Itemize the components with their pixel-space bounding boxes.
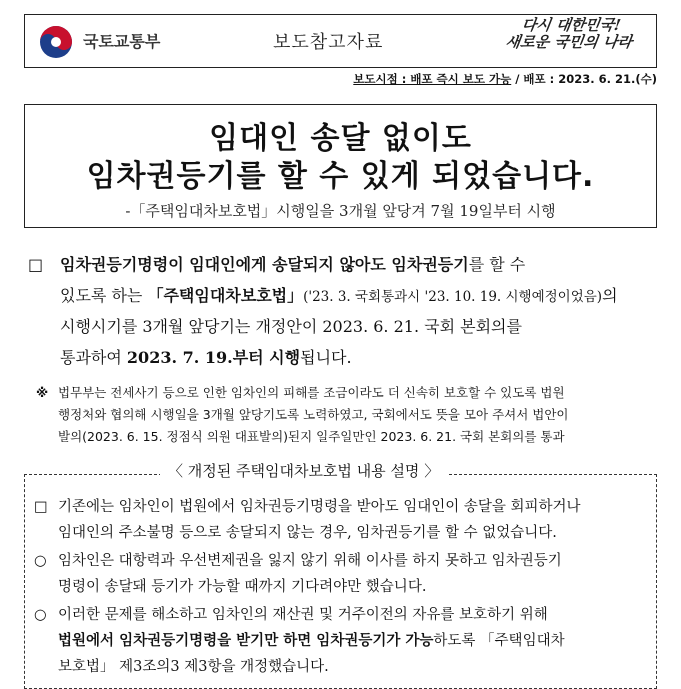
slogan-line2: 새로운 국민의 나라 [504,33,634,51]
circle-bullet: ○ [34,607,47,623]
checkbox-bullet: □ [34,499,48,515]
checkbox-bullet: □ [28,255,44,274]
note-line: 행정처와 협의해 시행일을 3개월 앞당기도록 노력하였고, 국회에서도 뜻을 모아 주셔서 법안이 [58,407,569,422]
document-type: 보도참고자료 [273,32,384,53]
release-timing: 보도시점 : 배포 즉시 보도 가능 [353,72,512,86]
item-line: 이러한 문제를 해소하고 임차인의 재산권 및 거주이전의 자유를 보호하기 위해 [58,607,548,623]
note-line: 발의(2023. 6. 15. 정점식 의원 대표발의)된지 일주일만인 2023. 6. 21. 국회 본회의를 통과 [58,429,565,444]
release-date: / 배포 : 2023. 6. 21.(수) [511,72,657,86]
para-text: 있도록 하는 [60,286,148,305]
para-line [60,279,618,314]
government-emblem-icon [39,25,73,59]
item-line: 임차인은 대항력과 우선변제권을 잃지 않기 위해 이사를 하지 못하고 임차권등기 [58,553,562,569]
title-box [24,104,657,228]
title-line1: 임대인 송달 없이도 [209,121,472,156]
release-info [300,71,657,87]
ministry-name: 국토교통부 [83,32,161,51]
item-line: 기존에는 임차인이 법원에서 임차권등기명령을 받아도 임대인이 송달을 회피하거나 [58,499,581,515]
law-name: 「주택임대차보호법」 [147,286,304,305]
item-line: 명령이 송달돼 등기가 가능할 때까지 기다려야만 했습니다. [58,579,427,595]
item-line [58,628,565,654]
para-text: 됩니다. [300,348,352,367]
header-box [24,14,657,68]
para-note: ('23. 3. 국회통과시 '23. 10. 19. 시행예정이었음) [303,289,603,305]
para-line [60,341,352,374]
circle-bullet: ○ [34,553,47,569]
item-line: 보호법」 제3조의3 제3항을 개정했습니다. [58,659,329,675]
slogan-logo [493,17,648,51]
para-line [60,248,525,281]
para-text: 의 [602,286,618,305]
slogan-line1: 다시 대한민국! [520,16,622,34]
para-text: 통과하여 [60,348,127,367]
note-line: 법무부는 전세사기 등으로 인한 임차인의 피해를 조금이라도 더 신속히 보호할 수 있도록 법원 [58,385,565,400]
note-mark: ※ [36,385,49,400]
item-bold: 법원에서 임차권등기명령을 받기만 하면 임차권등기가 가능 [58,632,434,649]
para-text: 를 할 수 [468,255,526,274]
item-text: 하도록 「주택임대차 [433,633,565,649]
subtitle: -「주택임대차보호법」시행일을 3개월 앞당겨 7월 19일부터 시행 [125,202,556,220]
explanation-title: 〈 개정된 주택임대차보호법 내용 설명 〉 [160,460,447,481]
effective-date: 2023. 7. 19.부터 시행 [126,348,301,367]
para-bold: 임차권등기명령이 임대인에게 송달되지 않아도 임차권등기 [60,255,469,274]
title-line2: 임차권등기를 할 수 있게 되었습니다. [86,159,595,194]
item-line: 임대인의 주소불명 등으로 송달되지 않는 경우, 임차권등기를 할 수 없었습니다. [58,525,557,541]
para-line: 시행시기를 3개월 앞당기는 개정안이 2023. 6. 21. 국회 본회의를 [60,317,522,336]
